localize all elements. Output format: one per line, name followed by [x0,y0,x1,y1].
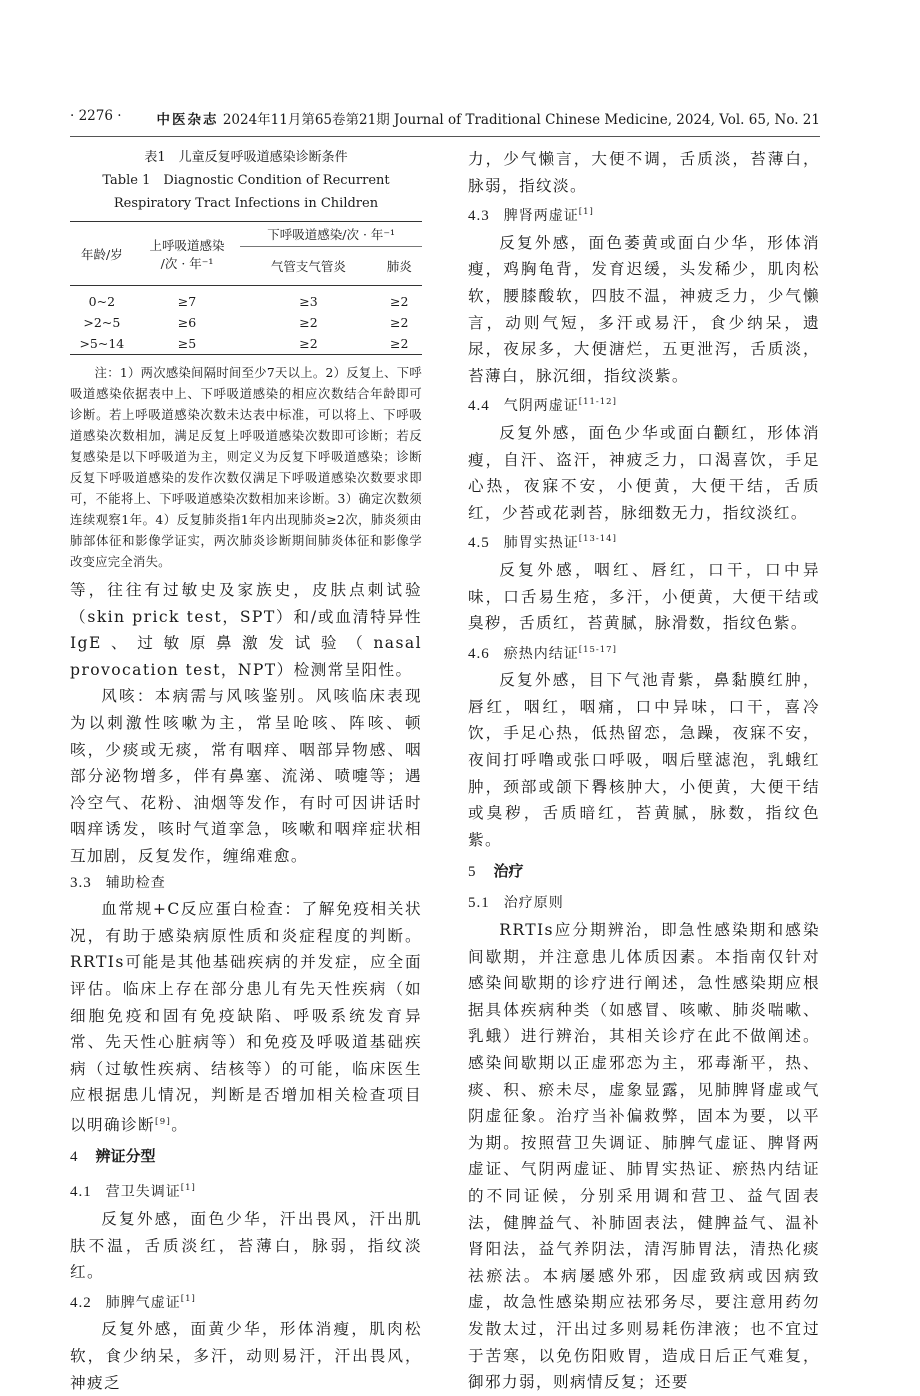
page-number: · 2276 · [70,108,122,124]
col-upper: 上呼吸道感染 /次 · 年⁻¹ [149,237,225,271]
col-bronchitis: 气管支气管炎 [270,259,346,274]
section-heading: 3.3 辅助检查 [70,874,166,891]
paragraph: 反复外感，面色少华或面白颧红，形体消瘦，自汗、盗汗，神疲乏力，口渴喜饮，手足心热，夜寐不安，小便黄，大便干结，舌质红，少苔或花剥苔，脉细数无力，指纹淡红。 [468,423,820,522]
paragraph: 血常规+C反应蛋白检查：了解免疫相关状况，有助于感染病原性质和炎症程度的判断。RRTIs可能是其他基础疾病的并发症，应全面评估。临床上存在部分患儿有先天性疾病（如细胞免疫和固有免疫缺陷、呼吸系统发育异常、先天性心脏病等）和免疫及呼吸道基础疾病（过敏性疾病、结核等）的可能，临床医生应根据患儿情况，判断是否增加相关检查项目以明确诊断[9]。 [70,900,422,1134]
paragraph: 等，往往有过敏史及家族史，皮肤点刺试验（skin prick test，SPT）和/或血清特异性IgE、过敏原鼻激发试验（nasal provocation test，NPT）检测常呈阳性。 [70,581,422,679]
paragraph: 反复外感，目下气池青紫，鼻黏膜红肿，唇红，咽红，咽痛，口中异味，口干，喜冷饮，手足心热，低热留恋，急躁，夜寐不安，夜间打呼噜或张口呼吸，咽后壁滤泡，乳蛾红肿，颈部或颌下臖核肿大，小便黄，大便干结或臭秽，舌质暗红，苔黄腻，脉数，指纹色紫。 [468,671,820,849]
section-heading: 4.1 营卫失调证[1] [70,1183,196,1201]
table-row: >5~14 ≥5 ≥2 ≥2 [79,336,409,351]
section-heading: 4.2 肺脾气虚证[1] [70,1293,196,1311]
diagnosis-table [70,221,422,355]
paragraph: 反复外感，面色少华，汗出畏风，汗出肌肤不温，舌质淡红，苔薄白，脉弱，指纹淡红。 [70,1210,422,1282]
journal-info [157,108,820,128]
table-caption-en: Table 1 Diagnostic Condition of Recurrent Respiratory Tract Infections in Children [102,173,390,211]
section-heading: 5 治疗 [468,862,524,881]
running-header [70,108,820,137]
col-pneumonia: 肺炎 [386,259,412,274]
journal-name: 中医杂志 [156,112,219,128]
right-column [468,146,820,1396]
section-heading: 4.5 肺胃实热证[13-14] [468,534,617,552]
paragraph: RRTIs应分期辨治，即急性感染期和感染间歇期，并注意患儿体质因素。本指南仅针对感染间歇期的诊疗进行阐述，急性感染期应根据具体疾病种类（如感冒、咳嗽、肺炎喘嗽、乳蛾）进行辨治，其相关诊疗在此不做阐述。感染间歇期以正虚邪恋为主，邪毒渐平，热、痰、积、瘀未尽，虚象显露，见肺脾肾虚或气阴虚征象。治疗当补偏救弊，固本为要，以平为期。按照营卫失调证、肺脾气虚证、脾肾两虚证、气阴两虚证、肺胃实热证、瘀热内结证的不同证候，分别采用调和营卫、益气固表法，健脾益气、补肺固表法，健脾益气、温补肾阳法，益气养阴法，清泻肺胃法，清热化痰祛瘀法。本病屡感外邪，因虚致病或因病致虚，故急性感染期应祛邪务尽，要注意用药勿发散太过，汗出过多则易耗伤津液；也不宜过于苦寒，以免伤阳败胃，造成日后正气难复，御邪力弱，则病情反复；还要 [468,921,820,1392]
section-heading: 4.6 瘀热内结证[15-17] [468,644,617,662]
paragraph: 力，少气懒言，大便不调，舌质淡，苔薄白，脉弱，指纹淡。 [468,150,820,195]
col-lower: 下呼吸道感染/次 · 年⁻¹ [240,222,422,247]
left-column [70,146,422,1396]
issue-info: 2024年11月第65卷第21期 Journal of Traditional Chinese Medicine, 2024, Vol. 65, No. 21 [222,112,820,128]
paragraph: 风咳：本病需与风咳鉴别。风咳临床表现为以刺激性咳嗽为主，常呈呛咳、阵咳、顿咳，少痰或无痰，常有咽痒、咽部异物感、咽部分泌物增多，伴有鼻塞、流涕、喷嚏等；遇冷空气、花粉、油烟等发作，有时可因讲话时咽痒诱发，咳时气道挛急，咳嗽和咽痒症状相互加剧，反复发作，缠绵难愈。 [70,687,422,865]
col-age: 年龄/岁 [80,246,123,262]
paragraph: 反复外感，面色萎黄或面白少华，形体消瘦，鸡胸龟背，发育迟缓，头发稀少，肌肉松软，腰膝酸软，四肢不温，神疲乏力，少气懒言，动则气短，多汗或易汗，食少纳呆，遗尿，夜尿多，大便溏烂，五更泄泻，舌质淡，苔薄白，脉沉细，指纹淡紫。 [468,233,820,385]
table-caption-cn: 表1 儿童反复呼吸道感染诊断条件 [144,150,348,165]
paragraph: 反复外感，面黄少华，形体消瘦，肌肉松软，食少纳呆，多汗，动则易汗，汗出畏风，神疲乏 [70,1320,422,1392]
table-row: >2~5 ≥6 ≥2 ≥2 [83,315,409,330]
section-heading: 5.1 治疗原则 [468,895,564,912]
table-row: 0~2 ≥7 ≥3 ≥2 [88,294,409,309]
section-heading: 4 辨证分型 [70,1147,156,1166]
section-heading: 4.4 气阴两虚证[11-12] [468,397,617,415]
section-heading: 4.3 脾肾两虚证[1] [468,207,594,225]
paragraph: 反复外感，咽红、唇红，口干，口中异味，口舌易生疮，多汗，小便黄，大便干结或臭秽，舌质红，苔黄腻，脉滑数，指纹色紫。 [468,560,820,633]
table-note: 注：1）两次感染间隔时间至少7天以上。2）反复上、下呼吸道感染依据表中上、下呼吸道感染的相应次数结合年龄即可诊断。若上呼吸道感染次数未达表中标准，可以将上、下呼吸道感染次数相加，满足反复上呼吸道感染次数即可诊断；若反复感染是以下呼吸道为主，则定义为反复下呼吸道感染；诊断反复下呼吸道感染的发作次数仅满足下呼吸道感染次数要求即可，不能将上、下呼吸道感染次数相加来诊断。3）确定次数须连续观察1年。4）反复肺炎指1年内出现肺炎≥2次，肺炎须由肺部体征和影像学证实，两次肺炎诊断期间肺炎体征和影像学改变应完全消失。 [70,366,422,569]
